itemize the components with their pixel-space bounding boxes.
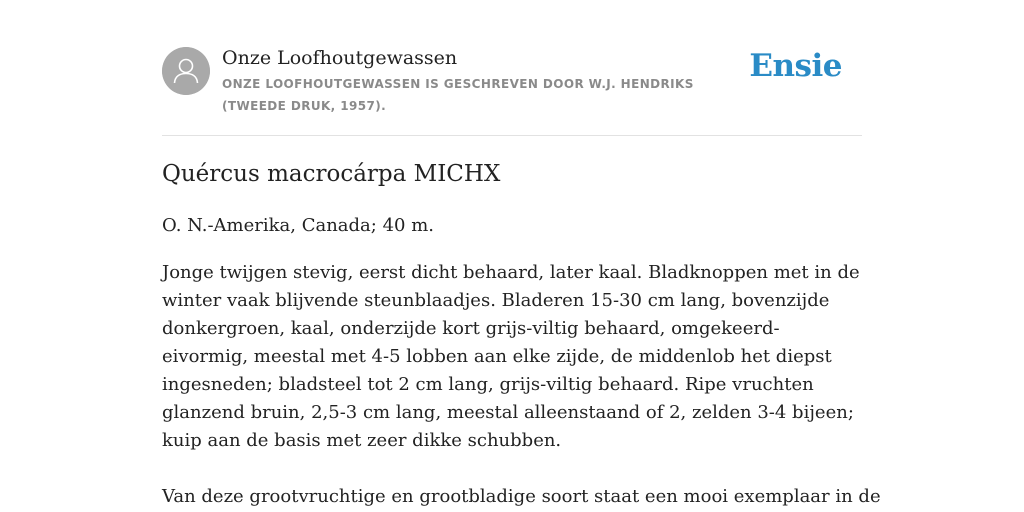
entry-paragraph: O. N.-Amerika, Canada; 40 m.: [162, 215, 434, 236]
source-subtitle: ONZE LOOFHOUTGEWASSEN IS GESCHREVEN DOOR W.J. HENDRIKS (TWEEDE DRUK, 1957).: [222, 77, 694, 113]
user-avatar-icon[interactable]: [162, 47, 210, 95]
source-title[interactable]: Onze Loofhoutgewassen: [222, 47, 458, 69]
entry-paragraph: Van deze grootvruchtige en grootbladige soort staat een mooi exemplaar in de: [162, 486, 881, 507]
source-header: [162, 0, 862, 136]
page-container: [162, 0, 881, 507]
source-info: [222, 45, 762, 117]
brand-logo[interactable]: Ensie: [749, 48, 842, 84]
entry-paragraph: Jonge twijgen stevig, eerst dicht behaard, later kaal. Bladknoppen met in de winter vaak blijvende steunblaadjes. Bladeren 15-30 cm lang, bovenzijde donkergroen, kaal, onderzijde kort grijs-viltig behaard, omgekeerd-eivormig, meestal met 4-5 lobben aan elke zijde, de middenlob het diepst ingesneden; bladsteel tot 2 cm lang, grijs-viltig behaard. Ripe vruchten glanzend bruin, 2,5-3 cm lang, meestal alleenstaand of 2, zelden 3-4 bijeen; kuip aan de basis met zeer dikke schubben.: [162, 262, 860, 451]
entry-title: Quércus macrocárpa MICHX: [162, 161, 501, 187]
